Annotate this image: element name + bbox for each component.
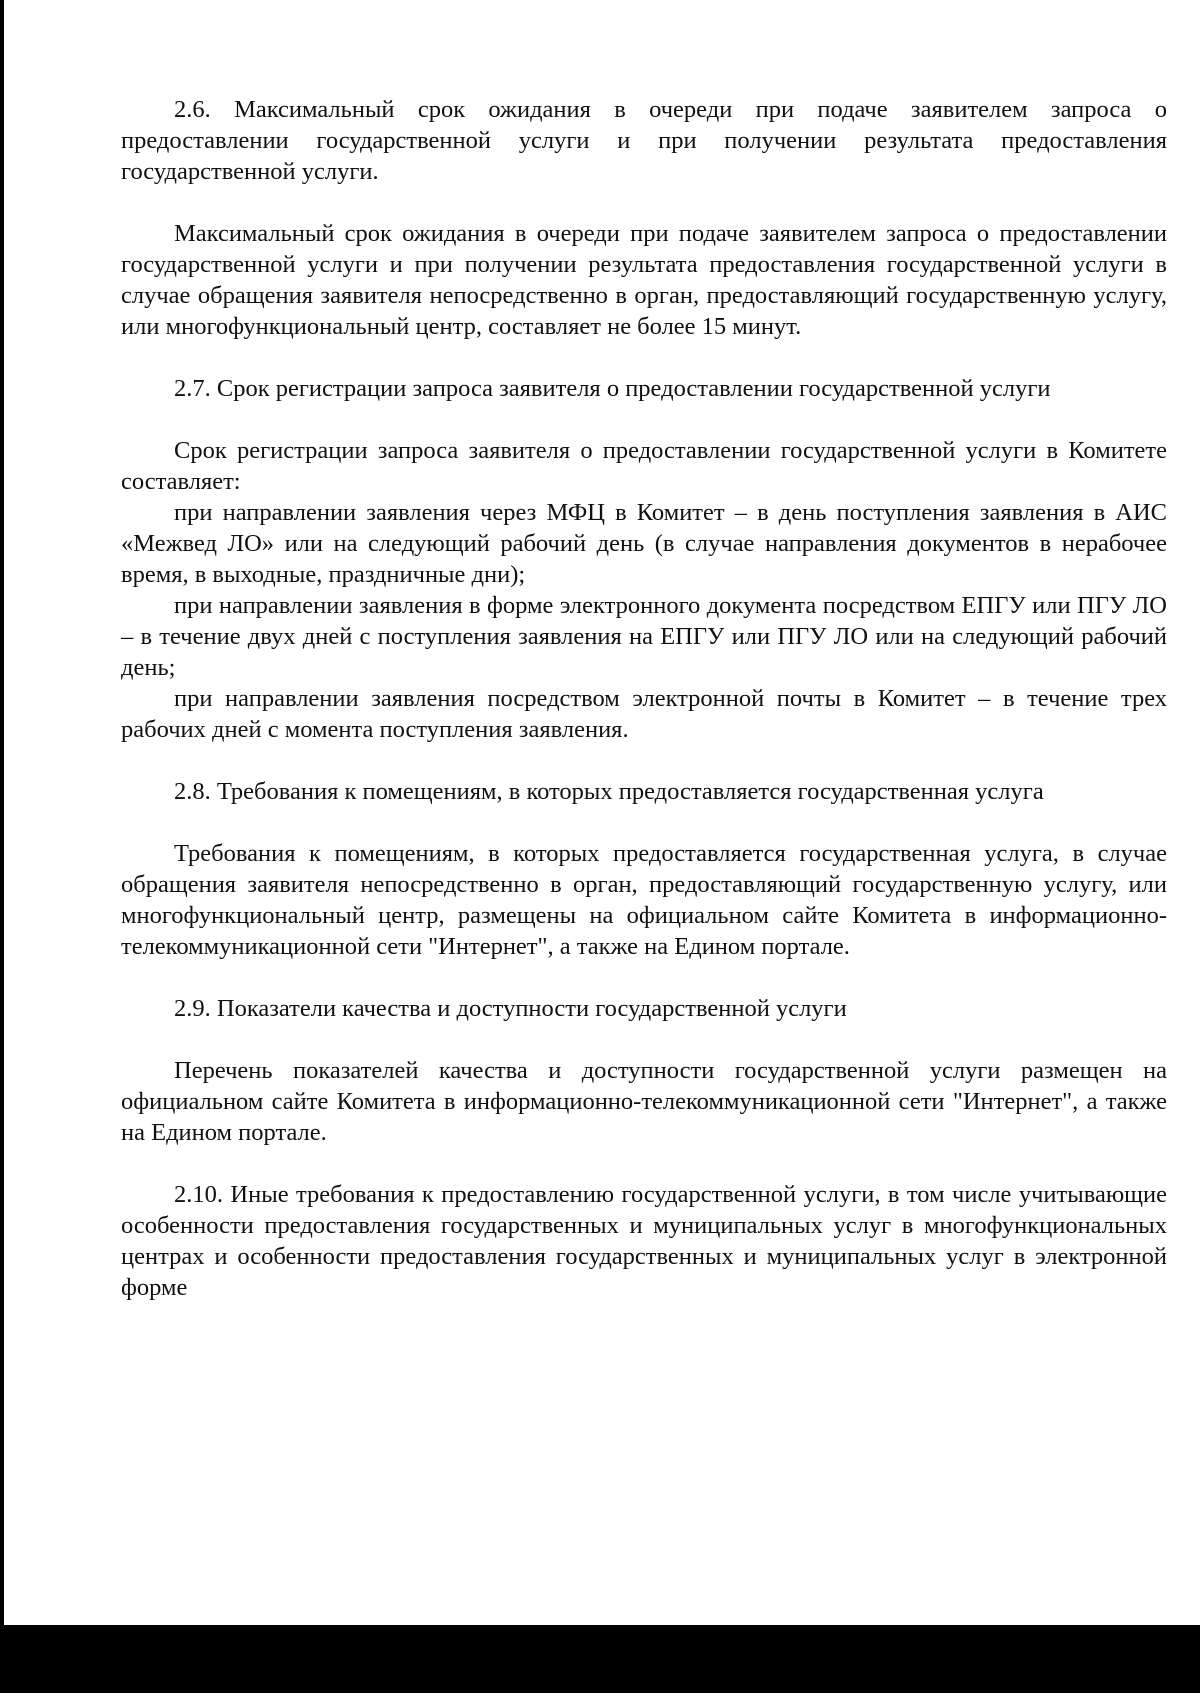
- section-2-6-heading: 2.6. Максимальный срок ожидания в очереди при подаче заявителем запроса о предоставлении государственной услуги и при получении результата предоставления государственной услуги.: [121, 96, 1167, 185]
- scan-left-edge: [0, 0, 4, 1693]
- section-2-7-intro: Срок регистрации запроса заявителя о предоставлении государственной услуги в Комитете составляет:: [121, 437, 1167, 495]
- section-2-9-text: Перечень показателей качества и доступности государственной услуги размещен на официальном сайте Комитета в информационно-телекоммуникационной сети "Интернет", а также на Едином портале.: [121, 1057, 1167, 1146]
- document-page: [121, 94, 1167, 1303]
- section-2-6-text: Максимальный срок ожидания в очереди при подаче заявителем запроса о предоставлении государственной услуги и при получении результата предоставления государственной услуги в случае обращения заявителя непосредственно в орган, предоставляющий государственную услугу, или многофункциональный центр, составляет не более 15 минут.: [121, 220, 1167, 340]
- section-2-7-item: при направлении заявления через МФЦ в Комитет – в день поступления заявления в АИС «Межвед ЛО» или на следующий рабочий день (в случае направления документов в нерабочее время, в выходные, праздничные дни);: [121, 499, 1167, 588]
- section-2-7-heading: 2.7. Срок регистрации запроса заявителя о предоставлении государственной услуги: [174, 375, 1051, 402]
- section-2-8-text: Требования к помещениям, в которых предоставляется государственная услуга, в случае обращения заявителя непосредственно в орган, предоставляющий государственную услугу, или многофункциональный центр, размещены на официальном сайте Комитета в информационно-телекоммуникационной сети "Интернет", а также на Едином портале.: [121, 840, 1167, 960]
- section-2-10-heading: 2.10. Иные требования к предоставлению государственной услуги, в том числе учитывающие особенности предоставления государственных и муниципальных услуг в многофункциональных центрах и особенности предоставления государственных и муниципальных услуг в электронной форме: [121, 1181, 1167, 1301]
- section-2-7-item: при направлении заявления в форме электронного документа посредством ЕПГУ или ПГУ ЛО – в течение двух дней с поступления заявления на ЕПГУ или ПГУ ЛО или на следующий рабочий день;: [121, 592, 1167, 681]
- scan-bottom-band: [0, 1625, 1200, 1693]
- section-2-8-heading: 2.8. Требования к помещениям, в которых предоставляется государственная услуга: [174, 778, 1044, 805]
- section-2-7-item: при направлении заявления посредством электронной почты в Комитет – в течение трех рабочих дней с момента поступления заявления.: [121, 685, 1167, 743]
- section-2-9-heading: 2.9. Показатели качества и доступности государственной услуги: [174, 995, 847, 1022]
